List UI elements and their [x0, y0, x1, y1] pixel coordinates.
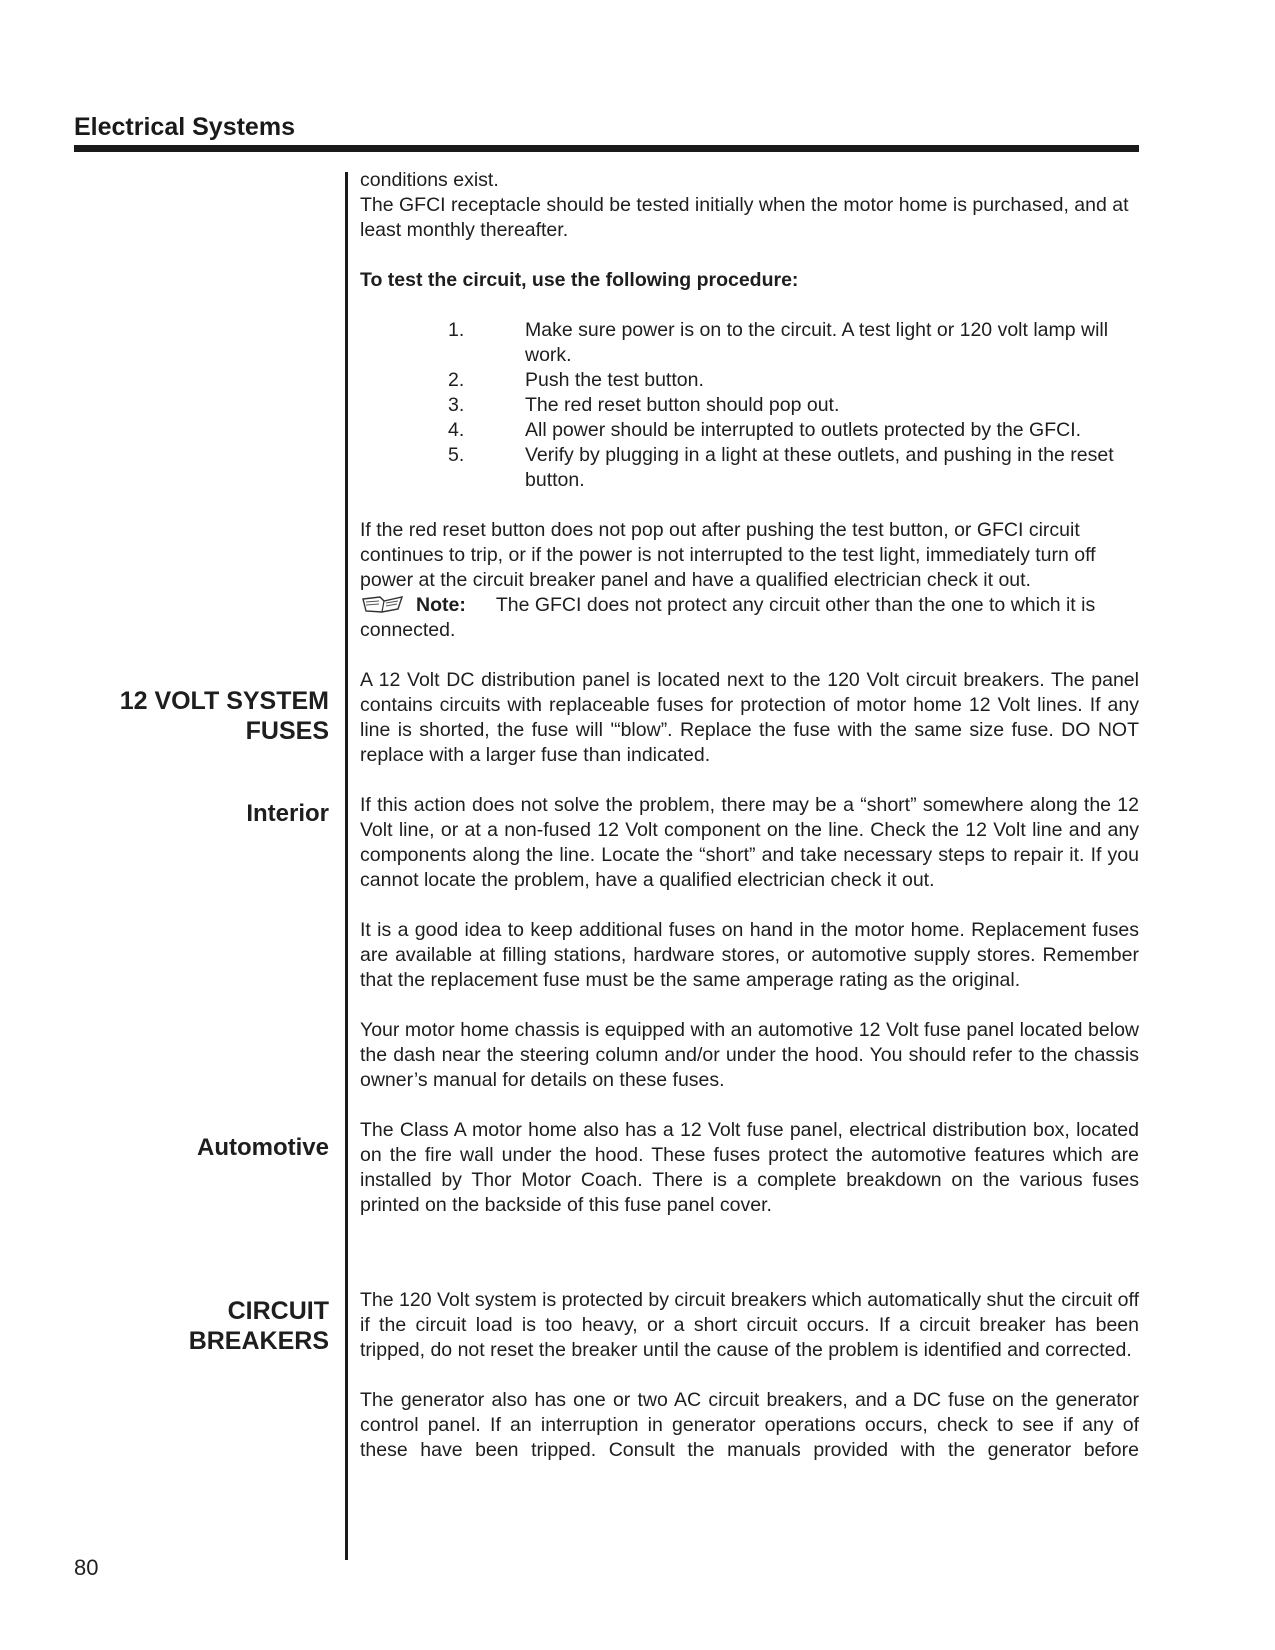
- step-number: 1.: [448, 319, 465, 341]
- step-text: Push the test button.: [525, 369, 704, 391]
- intro-paragraph: The GFCI receptacle should be tested initially when the motor home is purchased, and at least monthly thereafter.: [360, 194, 1129, 241]
- side-heading-breakers-line1: CIRCUIT: [227, 1297, 329, 1325]
- interior-paragraph: It is a good idea to keep additional fuses on hand in the motor home. Replacement fuses are available at filling stations, hardware stores, or automotive supply stores. Remember that the replacement fuse must be the same amperage rating as the original.: [360, 919, 1139, 991]
- breakers-paragraph: The 120 Volt system is protected by circuit breakers which automatically shut the circuit off if the circuit load is too heavy, or a short circuit occurs. If a circuit breaker has been tripped, do not reset the breaker until the cause of the problem is identified and corrected.: [360, 1289, 1139, 1361]
- step-text: Make sure power is on to the circuit. A test light or 120 volt lamp will work.: [525, 319, 1109, 366]
- step-text: All power should be interrupted to outlets protected by the GFCI.: [525, 419, 1082, 441]
- side-heading-interior: Interior: [246, 800, 329, 827]
- interior-paragraph: If this action does not solve the problem, there may be a “short” somewhere along the 12 Volt line, or at a non-fused 12 Volt component on the line. Check the 12 Volt line and any components along the line. Locate the “short” and take necessary steps to repair it. If you cannot locate the problem, have a qualified electrician check it out.: [360, 794, 1139, 891]
- step-number: 4.: [448, 419, 465, 441]
- procedure-heading: To test the circuit, use the following procedure:: [360, 269, 799, 291]
- procedure-step: [360, 443, 1139, 493]
- procedure-steps: [360, 318, 1139, 493]
- step-number: 5.: [448, 444, 465, 466]
- main-column: [360, 168, 1139, 1463]
- side-heading-automotive: Automotive: [197, 1134, 329, 1161]
- note: [360, 593, 1139, 643]
- step-number: 2.: [448, 369, 465, 391]
- page-number: 80: [74, 1555, 99, 1580]
- automotive-paragraph: The Class A motor home also has a 12 Volt fuse panel, electrical distribution box, located on the fire wall under the hood. These fuses protect the automotive features which are installed by Thor Motor Coach. There is a complete breakdown on the various fuses printed on the backside of this fuse panel cover.: [360, 1119, 1139, 1216]
- procedure-step: [360, 318, 1139, 368]
- column-divider: [345, 172, 348, 1560]
- procedure-step: [360, 393, 1139, 418]
- side-heading-fuses: 12 VOLT SYSTEM FUSES: [119, 687, 329, 745]
- step-text: The red reset button should pop out.: [525, 394, 840, 416]
- note-text: The GFCI does not protect any circuit other than the one to which it is connected.: [360, 594, 1096, 641]
- intro-line: conditions exist.: [360, 169, 499, 191]
- side-heading-breakers: [189, 1296, 329, 1356]
- breakers-paragraph: The generator also has one or two AC circuit breakers, and a DC fuse on the generator control panel. If an interruption in generator operations occurs, check to see if any of these have been tripped. Consult the manuals provided with the generator before: [360, 1389, 1139, 1461]
- header-rule: [74, 145, 1139, 152]
- interior-paragraph: Your motor home chassis is equipped with an automotive 12 Volt fuse panel located below the dash near the steering column and/or under the hood. You should refer to the chassis owner’s manual for details on these fuses.: [360, 1019, 1139, 1091]
- fuses-paragraph: A 12 Volt DC distribution panel is located next to the 120 Volt circuit breakers. The panel contains circuits with replaceable fuses for protection of motor home 12 Volt lines. If any line is shorted, the fuse will '“blow”. Replace the fuse with the same size fuse. DO NOT replace with a larger fuse than indicated.: [360, 669, 1139, 766]
- procedure-step: [360, 368, 1139, 393]
- book-icon: [360, 593, 406, 615]
- section-title: Electrical Systems: [74, 113, 295, 141]
- procedure-step: [360, 418, 1139, 443]
- step-number: 3.: [448, 394, 465, 416]
- warning-paragraph: If the red reset button does not pop out after pushing the test button, or GFCI circuit continues to trip, or if the power is not interrupted to the test light, immediately turn off power at the circuit breaker panel and have a qualified electrician check it out.: [360, 519, 1096, 591]
- step-text: Verify by plugging in a light at these outlets, and pushing in the reset button.: [525, 444, 1114, 491]
- note-label: Note:: [416, 594, 466, 616]
- side-heading-breakers-line2: BREAKERS: [188, 1327, 329, 1355]
